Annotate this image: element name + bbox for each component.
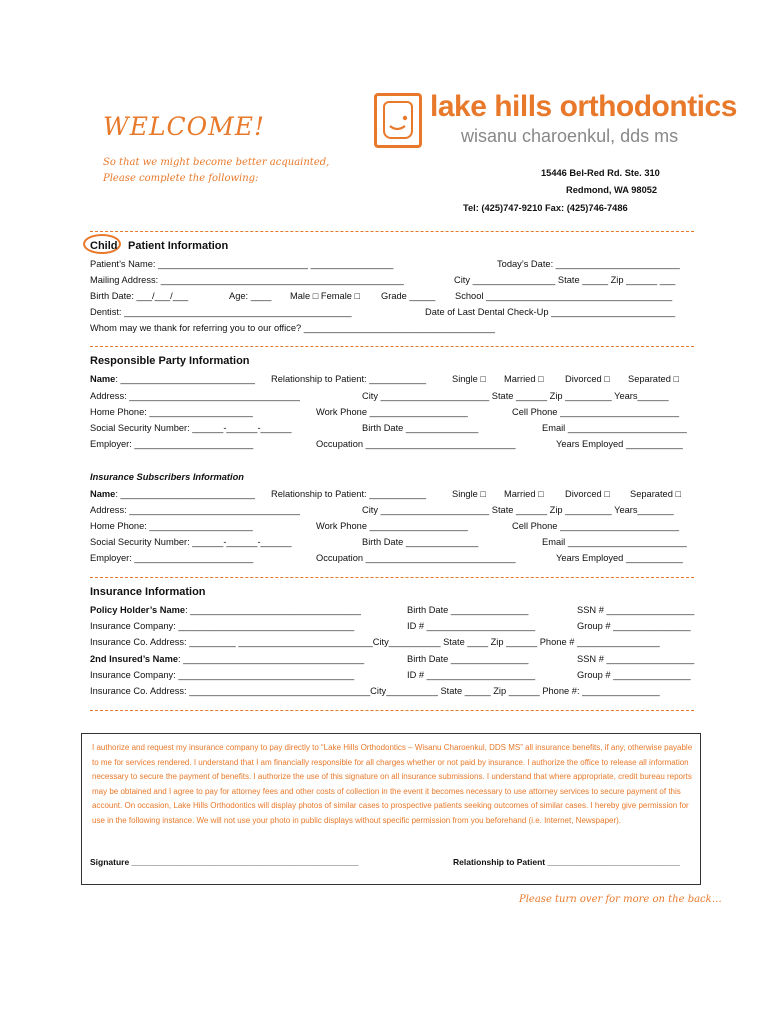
- years-employed-field[interactable]: Years Employed ___________: [556, 439, 683, 449]
- subscriber-birth-date-field[interactable]: Birth Date ______________: [362, 537, 479, 547]
- single-checkbox[interactable]: Single □: [452, 374, 487, 384]
- responsible-address-field[interactable]: Address: _________________________________: [90, 391, 300, 401]
- divider: [90, 231, 694, 232]
- phone-fax: Tel: (425)747-9210 Fax: (425)746-7486: [463, 203, 628, 213]
- logo-icon: [374, 93, 422, 148]
- cell-phone-field[interactable]: Cell Phone _______________________: [512, 407, 679, 417]
- divider: [90, 346, 694, 347]
- home-phone-field[interactable]: Home Phone: ____________________: [90, 521, 253, 531]
- responsible-name-field: Name: __________________________: [90, 374, 255, 384]
- occupation-field[interactable]: Occupation _____________________________: [316, 439, 516, 449]
- second-birth-date-field[interactable]: Birth Date _______________: [407, 654, 529, 664]
- married-checkbox[interactable]: Married □: [504, 489, 544, 499]
- email-field[interactable]: Email _______________________: [542, 423, 687, 433]
- second-ssn-field[interactable]: SSN # _________________: [577, 654, 695, 664]
- divorced-checkbox[interactable]: Divorced □: [565, 374, 610, 384]
- sex-checkboxes[interactable]: Male □ Female □: [290, 291, 361, 301]
- divider: [90, 710, 694, 711]
- address-line-2: Redmond, WA 98052: [566, 185, 658, 195]
- occupation-field[interactable]: Occupation _____________________________: [316, 553, 516, 563]
- dentist-field[interactable]: Dentist: ____________________________________________: [90, 307, 352, 317]
- responsible-section-title: Responsible Party Information: [90, 355, 250, 367]
- home-phone-field[interactable]: Home Phone: ____________________: [90, 407, 253, 417]
- policy-holder-field: Policy Holder’s Name: _________________________________: [90, 605, 361, 615]
- last-checkup-field[interactable]: Date of Last Dental Check-Up ________________________: [425, 307, 676, 317]
- divider: [90, 577, 694, 578]
- insurance-address-field[interactable]: Insurance Co. Address: _________ __________________________City__________ State ____ Zip ______ Phone # ________________: [90, 637, 660, 647]
- second-insured-field: 2nd Insured’s Name: ___________________________________: [90, 654, 365, 664]
- insurance-company-field[interactable]: Insurance Company: __________________________________: [90, 621, 355, 631]
- employer-field[interactable]: Employer: _______________________: [90, 553, 254, 563]
- birth-date-field[interactable]: Birth Date: ___/___/___: [90, 291, 189, 301]
- ssn-field[interactable]: Social Security Number: ______-______-______: [90, 537, 292, 547]
- second-company-field[interactable]: Insurance Company: __________________________________: [90, 670, 355, 680]
- cell-phone-field[interactable]: Cell Phone _______________________: [512, 521, 679, 531]
- subscriber-relationship-field[interactable]: Relationship to Patient: ___________: [271, 489, 427, 499]
- second-insured-label: 2nd Insured’s Name: [90, 654, 179, 664]
- intro-line-1: So that we might become better acquainted,: [103, 157, 330, 168]
- subscriber-address-field[interactable]: Address: _________________________________: [90, 505, 300, 515]
- subscriber-city-field[interactable]: City _____________________ State ______ Zip _________ Years_______: [362, 505, 674, 515]
- signature-field[interactable]: Signature ________________________________________________: [90, 857, 359, 867]
- single-checkbox[interactable]: Single □: [452, 489, 487, 499]
- welcome-heading: WELCOME!: [103, 112, 266, 141]
- mailing-address-field[interactable]: Mailing Address: _______________________________________________: [90, 275, 404, 285]
- subscriber-name-field: Name: __________________________: [90, 489, 255, 499]
- turn-over-note: Please turn over for more on the back…: [519, 894, 722, 905]
- holder-group-field[interactable]: Group # _______________: [577, 621, 691, 631]
- second-id-field[interactable]: ID # _____________________: [407, 670, 536, 680]
- intro-line-2: Please complete the following:: [103, 173, 259, 184]
- second-group-field[interactable]: Group # _______________: [577, 670, 691, 680]
- child-label: Child: [90, 240, 118, 252]
- relationship-signature-field[interactable]: Relationship to Patient ____________________________: [453, 857, 680, 867]
- grade-field[interactable]: Grade _____: [381, 291, 436, 301]
- holder-id-field[interactable]: ID # _____________________: [407, 621, 536, 631]
- logo-doctor: wisanu charoenkul, dds ms: [461, 126, 679, 146]
- insurance-section-title: Insurance Information: [90, 586, 206, 598]
- work-phone-field[interactable]: Work Phone ___________________: [316, 521, 468, 531]
- employer-field[interactable]: Employer: _______________________: [90, 439, 254, 449]
- age-field[interactable]: Age: ____: [229, 291, 272, 301]
- policy-holder-label: Policy Holder’s Name: [90, 605, 186, 615]
- address-line-1: 15446 Bel-Red Rd. Ste. 310: [541, 168, 660, 178]
- holder-ssn-field[interactable]: SSN # _________________: [577, 605, 695, 615]
- married-checkbox[interactable]: Married □: [504, 374, 544, 384]
- subscriber-section-title: Insurance Subscribers Information: [90, 472, 244, 482]
- school-field[interactable]: School ____________________________________: [455, 291, 673, 301]
- responsible-birth-date-field[interactable]: Birth Date ______________: [362, 423, 479, 433]
- holder-birth-date-field[interactable]: Birth Date _______________: [407, 605, 529, 615]
- divorced-checkbox[interactable]: Divorced □: [565, 489, 610, 499]
- patient-name-field[interactable]: Patient’s Name: _____________________________ ________________: [90, 259, 394, 269]
- name-label: Name: [90, 489, 116, 499]
- email-field[interactable]: Email _______________________: [542, 537, 687, 547]
- logo-name: lake hills orthodontics: [430, 90, 737, 123]
- separated-checkbox[interactable]: Separated □: [630, 489, 682, 499]
- referral-field[interactable]: Whom may we thank for referring you to our office? _____________________________________: [90, 323, 496, 333]
- second-address-field[interactable]: Insurance Co. Address: ___________________________________City__________ State _____ Zip ______ Phone #: _______________: [90, 686, 660, 696]
- name-label: Name: [90, 374, 116, 384]
- patient-section-title: Patient Information: [128, 240, 229, 252]
- work-phone-field[interactable]: Work Phone ___________________: [316, 407, 468, 417]
- authorization-box: [81, 733, 701, 885]
- separated-checkbox[interactable]: Separated □: [628, 374, 680, 384]
- responsible-relationship-field[interactable]: Relationship to Patient: ___________: [271, 374, 427, 384]
- today-date-field[interactable]: Today’s Date: ________________________: [497, 259, 680, 269]
- responsible-city-field[interactable]: City _____________________ State ______ Zip _________ Years______: [362, 391, 669, 401]
- ssn-field[interactable]: Social Security Number: ______-______-______: [90, 423, 292, 433]
- patient-city-field[interactable]: City ________________ State _____ Zip ______ ___: [454, 275, 676, 285]
- authorization-text: I authorize and request my insurance company to pay directly to “Lake Hills Orthodontics – Wisanu Charoenkul, DDS MS” all insurance benefits, if any, otherwise payable to me for services rendered. I understand that I am financially responsible for all charges whether or not paid by insurance. I authorize the office to release all information necessary to secure the payment of benefits. I authorize the use of this signature on all insurance submissions. I understand that where appropriate, credit bureau reports may be obtained and I agree to pay for attorney fees and other costs of collection in the event it becomes necessary to use attorney services to secure payment of this account. On occasion, Lake Hills Orthodontics will display photos of similar cases to prospective patients seeking outcomes of similar cases. I hereby give permission for use in the following instance. We will not use your photo in public displays without specific permission from you beforehand (i.e. Internet, Newspaper).: [92, 743, 693, 825]
- years-employed-field[interactable]: Years Employed ___________: [556, 553, 683, 563]
